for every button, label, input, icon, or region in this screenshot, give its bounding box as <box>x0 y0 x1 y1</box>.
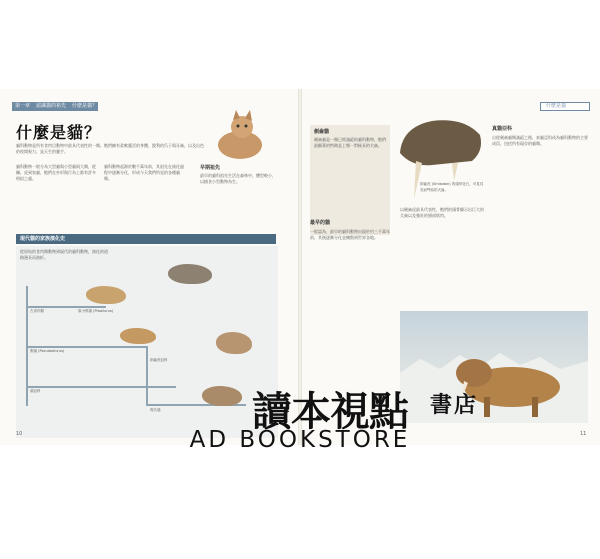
sabertooth-photo <box>400 311 588 423</box>
tree-label-5: 貓亞科 <box>30 389 41 393</box>
tree-branch-4 <box>146 346 148 406</box>
tree-label-3: 假貓 (Pseudaelurus) <box>30 349 65 353</box>
ancestor-animal-5 <box>202 386 242 406</box>
ancestor-animal-1 <box>86 286 126 304</box>
right-box-title: 劍齒貓 <box>314 129 330 135</box>
tree-label-2: 原小熊貓 (Proailurus) <box>78 309 114 313</box>
evolution-tree-panel <box>16 246 278 438</box>
left-section-label: 認識貓的祖先 <box>36 103 67 109</box>
sidebar-title: 早期祖先 <box>200 165 221 171</box>
left-column-1: 貓科動物一般分為大型貓與小型貓兩大類，從獅、虎到家貓，牠們在外形與行為上都有許多相似之處。 <box>16 164 96 181</box>
watermark-chinese-small: 書店 <box>430 392 479 418</box>
section-title: 現代貓的家族演化史 <box>20 236 66 242</box>
right-column-2: 以劍齒虎最具代表性，牠們的頭骨顯示出巨大的犬齒以及強壯的頸部肌肉。 <box>400 207 484 218</box>
tree-branch-2 <box>26 346 146 348</box>
right-subheading: 最早的貓 <box>310 220 331 226</box>
tree-label-1: 古食肉類 <box>30 309 44 313</box>
intro-paragraph: 貓科動物是所有食肉目動物中最具代表性的一類。牠們擁有柔軟靈活的身體、銳利的爪子與牙齒，以及出色的夜間視力，是天生的獵手。 <box>16 143 204 154</box>
left-page-number: 10 <box>16 431 23 437</box>
tree-label-4: 劍齒虎亞科 <box>150 358 168 362</box>
right-column-2b: 一般認為，最早的貓科動物出現於約三千萬年前，其後逐漸分化並擴散到世界各地。 <box>310 229 390 240</box>
right-tag-label: 什麼是貓 <box>546 103 567 109</box>
cat-photo <box>212 109 268 161</box>
right-column-3: 自從劍齒貓類滅絕之後，真貓亞科成為貓科動物的主要成員，包括所有現存的貓類。 <box>492 135 588 146</box>
right-column-1: 劍齒貓是一類已經滅絕的貓科動物，牠們最顯著的特徵是上顎一對極長的犬齒。 <box>314 137 386 148</box>
ancestor-animal-2 <box>168 264 212 284</box>
sidebar-text: 最早的貓科祖先生活在森林中，體型較小，以捕食小型動物為生。 <box>200 173 276 184</box>
ancestor-animal-4 <box>216 332 252 354</box>
watermark-chinese: 讀本視點 <box>252 388 408 435</box>
left-chapter-label: 第一章 <box>15 103 31 109</box>
left-tag-label: 什麼是貓？ <box>72 103 98 109</box>
right-page-number: 11 <box>580 431 587 437</box>
section-text: 從原始的食肉類動物到現代的貓科動物，演化的道路漫長而曲折。 <box>20 249 108 260</box>
page-title: 什麼是貓？ <box>16 123 102 142</box>
left-column-2: 貓科動物起源於數千萬年前，其祖先在演化過程中逐漸分化，形成今天我們所見的各種貓類。 <box>104 164 184 181</box>
watermark-english: AD BOOKSTORE <box>189 427 411 453</box>
tree-branch-3 <box>26 386 176 388</box>
tree-branch-1 <box>26 306 106 308</box>
tree-label-6: 現代貓 <box>150 408 161 412</box>
skull-caption: 劍齒虎 (Smilodon) 的頭骨化石，可見其長而彎曲的犬齒。 <box>420 182 484 192</box>
ancestor-animal-3 <box>120 328 156 344</box>
right-col3-title: 真貓亞科 <box>492 126 513 132</box>
